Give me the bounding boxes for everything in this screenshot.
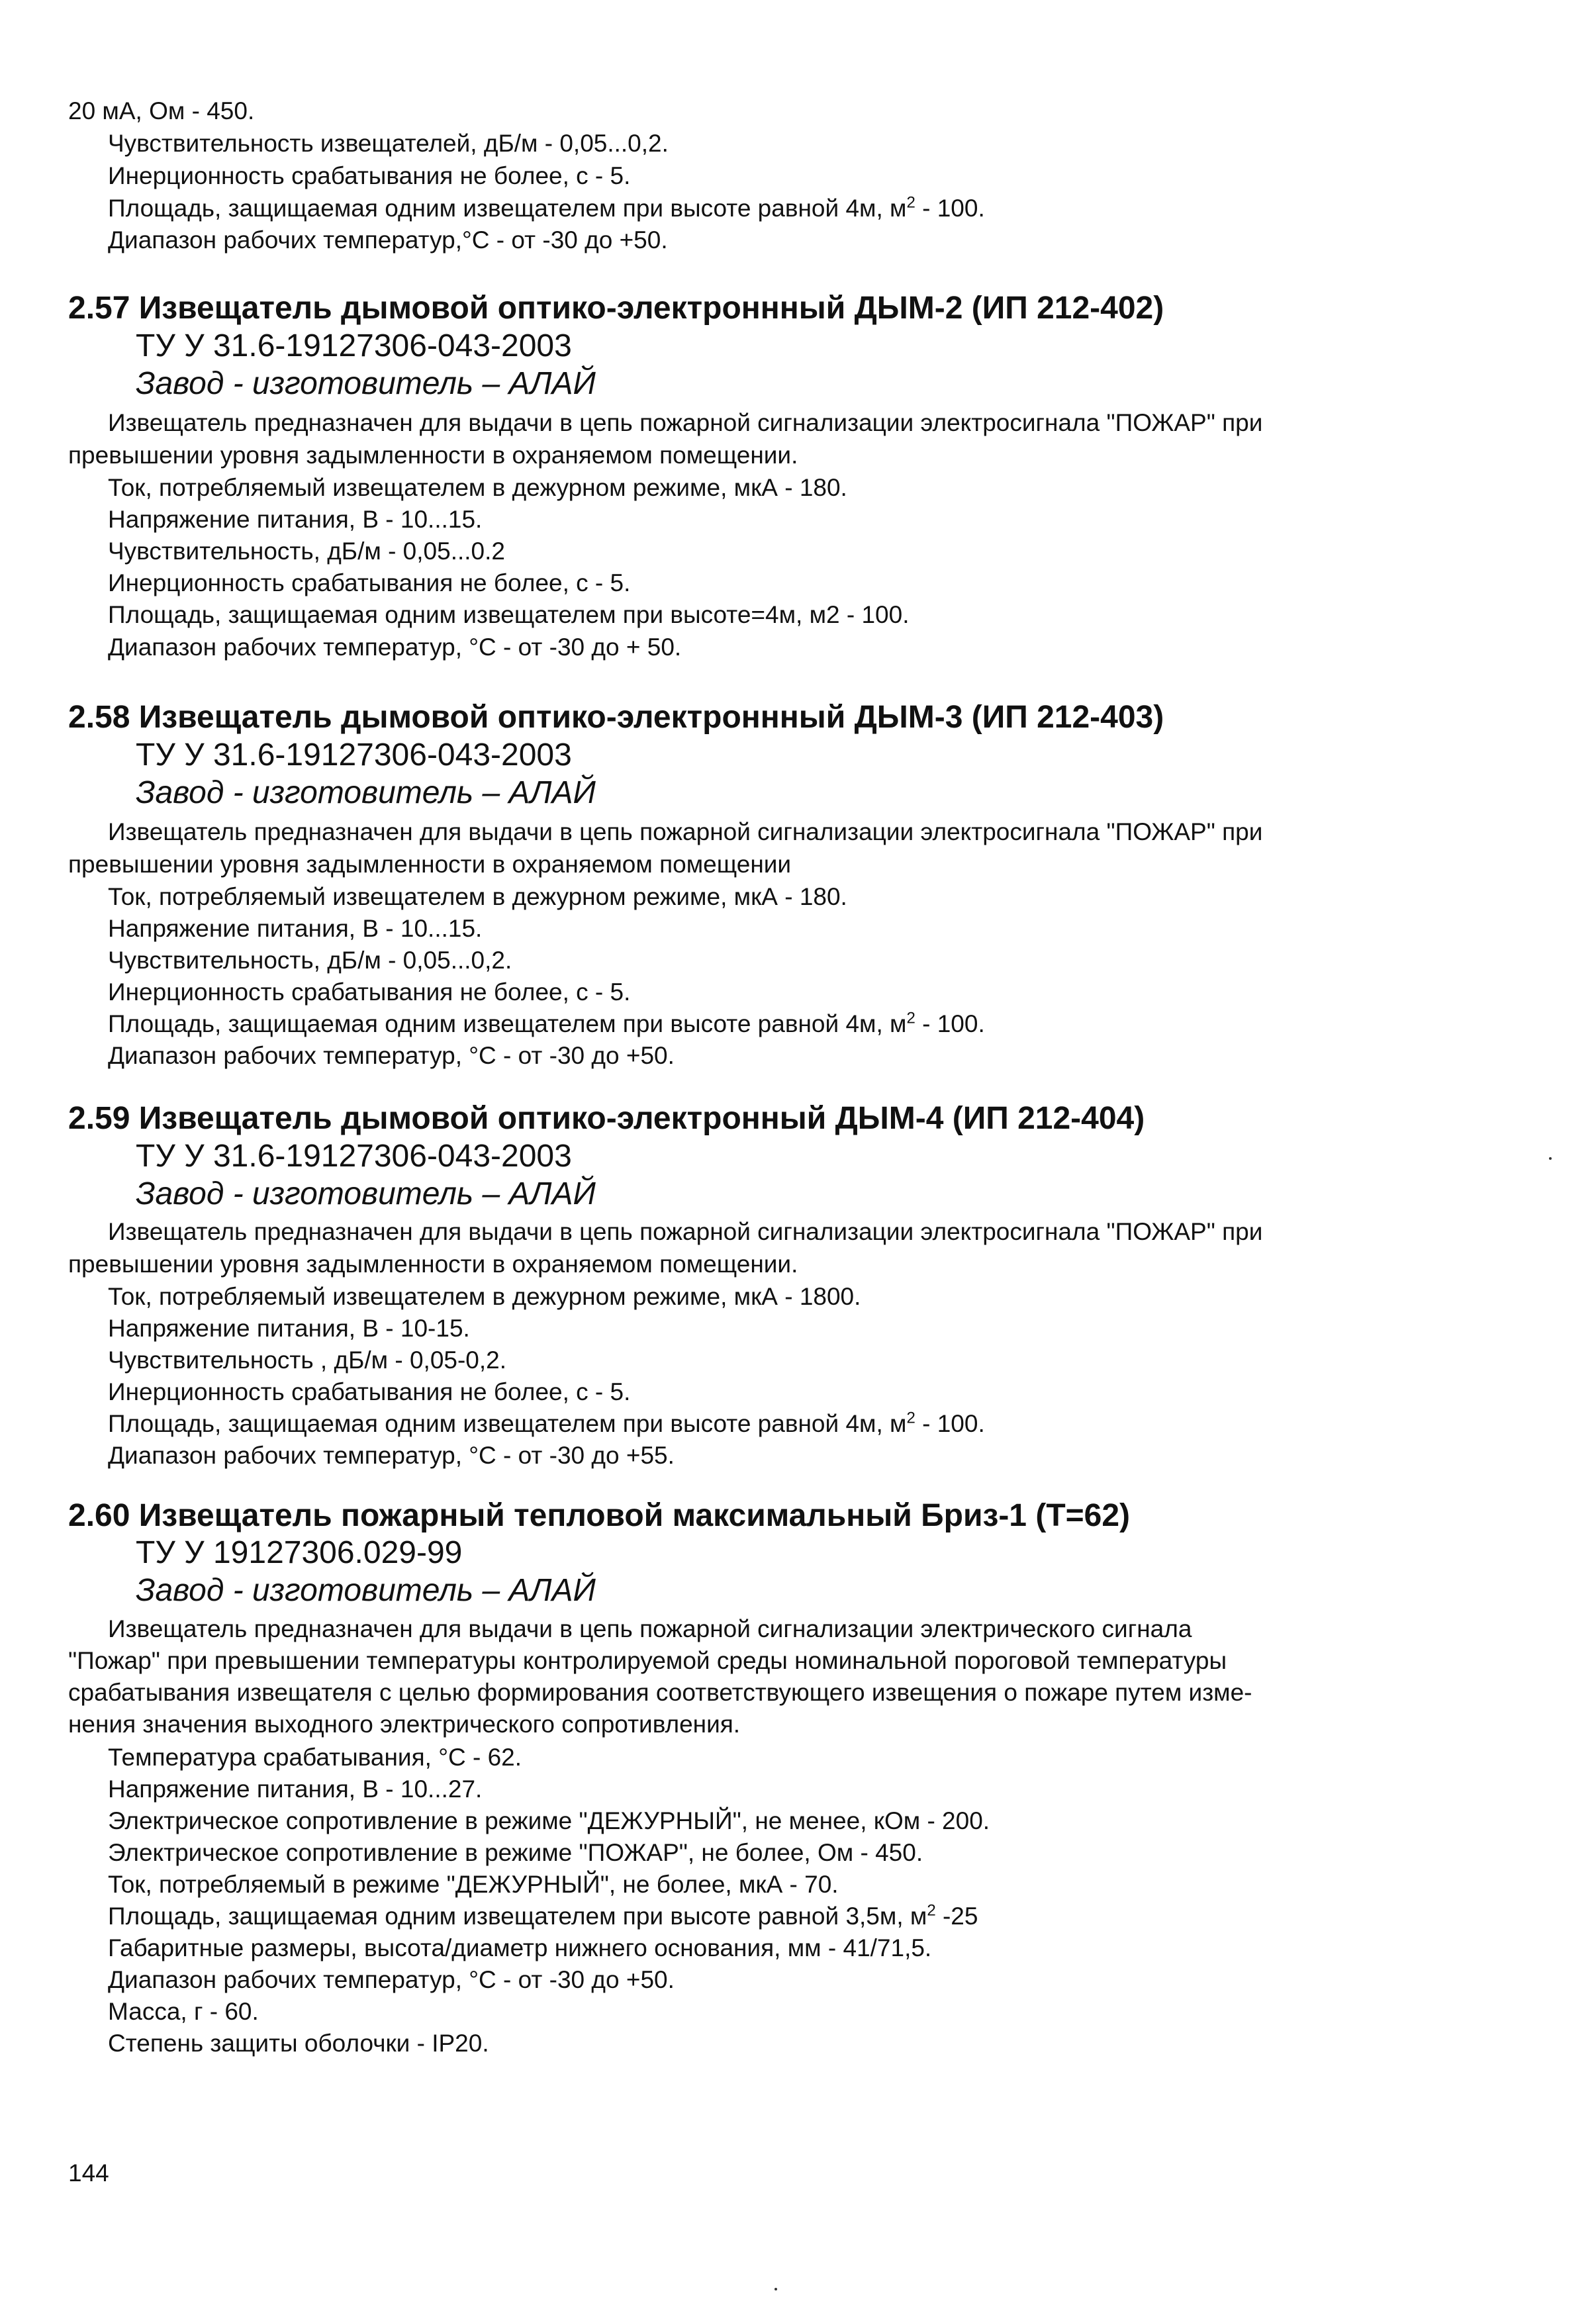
section-2-59-heading: 2.59 Извещатель дымовой оптико-электронный ДЫМ-4 (ИП 212-404) [68,1101,1145,1136]
top-line-4: Диапазон рабочих температур,°С - от -30 до +50. [108,226,668,254]
section-2-57-param-2: Напряжение питания, В - 10...15. [108,506,483,533]
section-2-59-maker: Завод - изготовитель – АЛАЙ [136,1176,596,1211]
section-2-60-desc-3: срабатывания извещателя с целью формирования соответствующего извещения о пожаре путем изме- [68,1679,1252,1706]
section-2-57-param-6: Диапазон рабочих температур, °С - от -30 до + 50. [108,634,682,661]
section-2-58-param-4: Инерционность срабатывания не более, с - 5. [108,978,631,1006]
scan-speck [1549,1157,1552,1160]
section-2-57-tu: ТУ У 31.6-19127306-043-2003 [136,328,572,363]
section-2-58-param-6: Диапазон рабочих температур, °С - от -30 до +50. [108,1042,675,1069]
section-2-59-param-3: Чувствительность , дБ/м - 0,05-0,2. [108,1346,507,1374]
top-line-2: Инерционность срабатывания не более, с - 5. [108,162,631,189]
section-2-60-param-1: Температура срабатывания, °С - 62. [108,1744,522,1771]
top-line-1: Чувствительность извещателей, дБ/м - 0,05...0,2. [108,130,669,157]
section-2-59-desc-1: Извещатель предназначен для выдачи в цепь пожарной сигнализации электросигнала "ПОЖАР" при [108,1218,1263,1245]
section-2-58-maker: Завод - изготовитель – АЛАЙ [136,775,596,810]
section-2-59-param-1: Ток, потребляемый извещателем в дежурном режиме, мкА - 1800. [108,1283,861,1310]
section-2-59-param-5: Площадь, защищаемая одним извещателем при высоте равной 4м, $м^2 - 100$. [108,1409,985,1437]
section-2-60-maker: Завод - изготовитель – АЛАЙ [136,1573,596,1608]
section-2-60-param-2: Напряжение питания, В - 10...27. [108,1775,483,1803]
section-2-60-desc-4: нения значения выходного электрического сопротивления. [68,1711,741,1738]
section-2-60-heading: 2.60 Извещатель пожарный тепловой максимальный Бриз-1 (Т=62) [68,1498,1131,1533]
section-2-57-desc-1: Извещатель предназначен для выдачи в цепь пожарной сигнализации электросигнала "ПОЖАР" при [108,409,1263,436]
section-2-59-param-2: Напряжение питания, В - 10-15. [108,1315,470,1342]
section-2-57-param-1: Ток, потребляемый извещателем в дежурном режиме, мкА - 180. [108,474,847,501]
section-2-57-desc-2: превышении уровня задымленности в охраняемом помещении. [68,442,798,469]
section-2-60-param-7: Габаритные размеры, высота/диаметр нижнего основания, мм - 41/71,5. [108,1934,932,1961]
section-2-60-param-10: Степень защиты оболочки - IP20. [108,2030,489,2057]
section-2-58-heading: 2.58 Извещатель дымовой оптико-электроннный ДЫМ-3 (ИП 212-403) [68,700,1164,735]
section-2-58-param-1: Ток, потребляемый извещателем в дежурном режиме, мкА - 180. [108,883,847,910]
section-2-60-desc-2: "Пожар" при превышении температуры контролируемой среды номинальной пороговой температуры [68,1647,1227,1674]
section-2-60-param-6: Площадь, защищаемая одним извещателем при высоте равной 3,5м, $м^2$ -25 [108,1901,978,1930]
section-2-58-tu: ТУ У 31.6-19127306-043-2003 [136,737,572,773]
section-2-59-tu: ТУ У 31.6-19127306-043-2003 [136,1139,572,1174]
section-2-60-desc-1: Извещатель предназначен для выдачи в цепь пожарной сигнализации электрического сигнала [108,1615,1192,1642]
section-2-57-heading: 2.57 Извещатель дымовой оптико-электроннный ДЫМ-2 (ИП 212-402) [68,291,1164,326]
section-2-60-param-9: Масса, г - 60. [108,1998,259,2025]
section-2-58-desc-1: Извещатель предназначен для выдачи в цепь пожарной сигнализации электросигнала "ПОЖАР" при [108,818,1263,845]
section-2-60-param-5: Ток, потребляемый в режиме "ДЕЖУРНЫЙ", не более, мкА - 70. [108,1871,839,1898]
section-2-57-param-5: Площадь, защищаемая одним извещателем при высоте=4м, м2 - 100. [108,601,910,628]
section-2-57-param-4: Инерционность срабатывания не более, с - 5. [108,569,631,596]
section-2-59-desc-2: превышении уровня задымленности в охраняемом помещении. [68,1250,798,1278]
section-2-60-param-8: Диапазон рабочих температур, °С - от -30 до +50. [108,1966,675,1993]
section-2-57-maker: Завод - изготовитель – АЛАЙ [136,366,596,401]
section-2-58-param-2: Напряжение питания, В - 10...15. [108,915,483,942]
page-number: 144 [68,2159,109,2187]
section-2-59-param-6: Диапазон рабочих температур, °С - от -30 до +55. [108,1442,675,1469]
scan-speck [775,2288,777,2290]
section-2-60-param-3: Электрическое сопротивление в режиме "ДЕЖУРНЫЙ", не менее, кОм - 200. [108,1807,990,1834]
top-line-0: 20 мА, Ом - 450. [68,97,255,124]
section-2-58-param-5: Площадь, защищаемая одним извещателем при высоте равной 4м, $м^2 - 100$. [108,1009,985,1037]
section-2-57-param-3: Чувствительность, дБ/м - 0,05...0.2 [108,538,505,565]
section-2-60-param-4: Электрическое сопротивление в режиме "ПОЖАР", не более, Ом - 450. [108,1839,923,1866]
section-2-58-desc-2: превышении уровня задымленности в охраняемом помещении [68,851,792,878]
section-2-58-param-3: Чувствительность, дБ/м - 0,05...0,2. [108,947,512,974]
top-line-3: Площадь, защищаемая одним извещателем при высоте равной 4м, $м^2 - 100$. [108,193,985,222]
section-2-59-param-4: Инерционность срабатывания не более, с - 5. [108,1378,631,1405]
section-2-60-tu: ТУ У 19127306.029-99 [136,1535,463,1570]
